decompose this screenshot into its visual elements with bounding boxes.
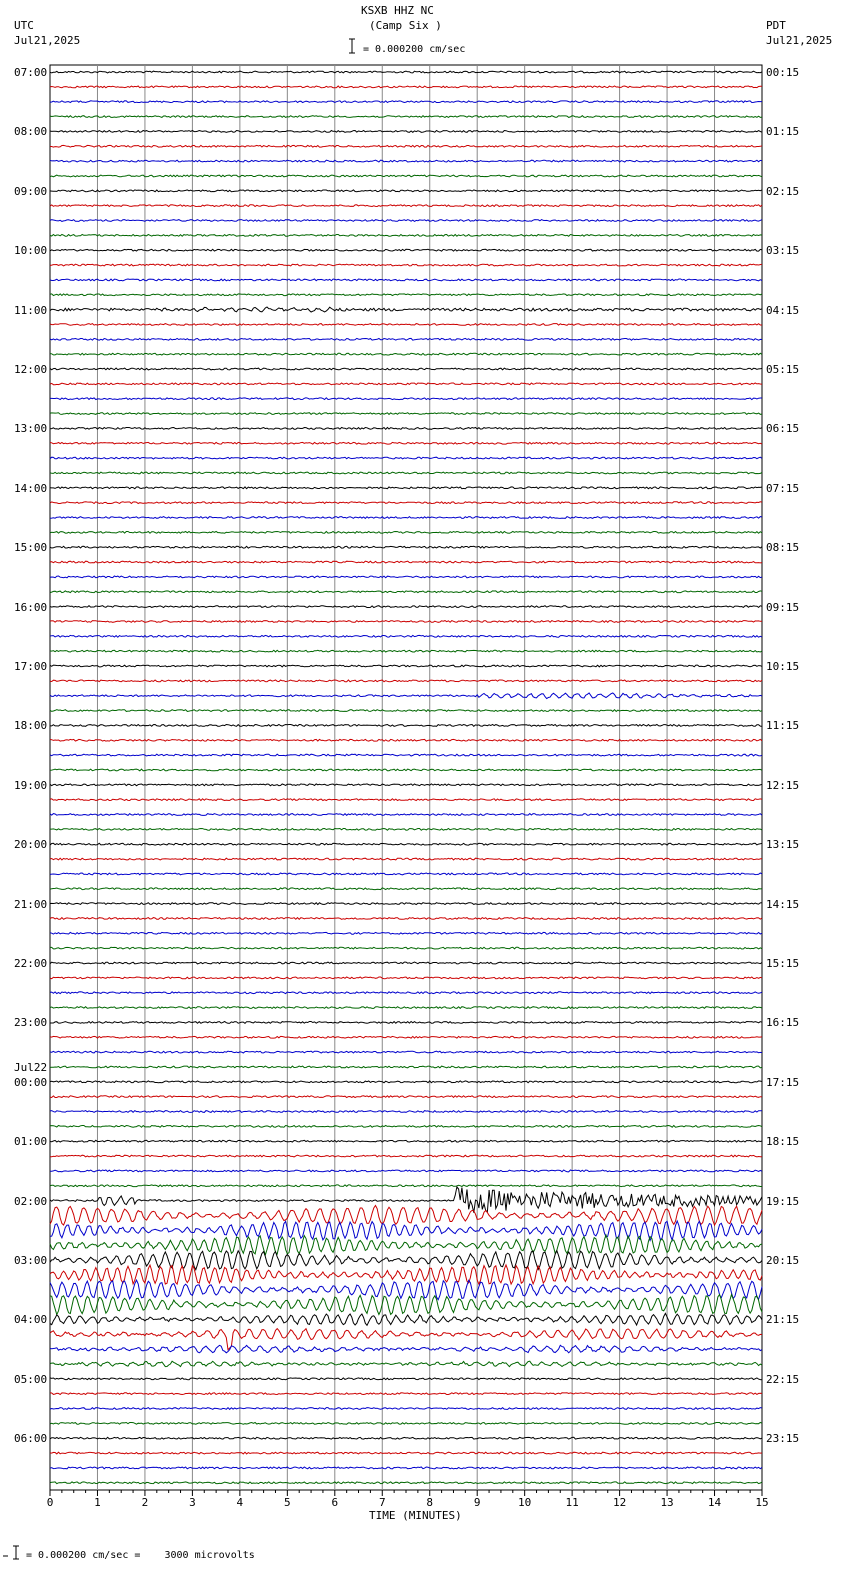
trace-line (50, 190, 762, 192)
trace-line (50, 1235, 762, 1255)
trace-line (50, 1221, 762, 1240)
utc-time-label: 15:00 (14, 541, 48, 555)
trace-line (50, 769, 762, 771)
x-tick-label: 15 (755, 1496, 769, 1509)
plot-frame (50, 65, 762, 1490)
trace-line (50, 1482, 762, 1484)
trace-line (50, 502, 762, 504)
station-title: KSXB HHZ NC (361, 4, 434, 17)
x-tick-label: 9 (473, 1496, 481, 1509)
trace-line (50, 101, 762, 103)
utc-time-label: 08:00 (14, 125, 48, 139)
utc-time-label: 11:00 (14, 303, 48, 317)
pdt-time-label: 03:15 (766, 244, 800, 258)
trace-line (50, 1467, 762, 1469)
trace-line (50, 843, 762, 845)
trace-line (50, 1393, 762, 1395)
trace-line (50, 1036, 762, 1038)
x-axis-label: TIME (MINUTES) (369, 1509, 462, 1522)
x-tick-label: 1 (94, 1496, 101, 1509)
trace-line (50, 383, 762, 385)
trace-line (50, 903, 762, 905)
utc-time-label: 02:00 (14, 1194, 48, 1208)
trace-line (50, 680, 762, 682)
trace-line (50, 635, 762, 637)
trace-line (50, 1265, 762, 1284)
trace-line (50, 606, 762, 608)
scale-bar-icon (349, 39, 355, 53)
x-tick-label: 2 (141, 1496, 149, 1509)
trace-line (50, 413, 762, 415)
trace-line (50, 160, 762, 162)
trace-line (50, 353, 762, 355)
trace-line (50, 814, 762, 816)
pdt-time-label: 14:15 (766, 897, 800, 911)
utc-time-label: 05:00 (14, 1372, 48, 1386)
trace-line (50, 86, 762, 88)
x-tick-label: 13 (660, 1496, 674, 1509)
pdt-time-label: 06:15 (766, 422, 800, 436)
trace-line (50, 1007, 762, 1009)
trace-line (50, 1295, 762, 1315)
trace-line (50, 546, 762, 548)
trace-line (50, 710, 762, 712)
trace-line (50, 1140, 762, 1142)
trace-line (50, 977, 762, 979)
utc-time-label: 13:00 (14, 422, 48, 436)
trace-line (50, 294, 762, 296)
x-tick-label: 4 (236, 1496, 244, 1509)
trace-line (50, 235, 762, 237)
trace-line (50, 457, 762, 459)
pdt-time-label: 11:15 (766, 719, 800, 733)
x-tick-label: 0 (46, 1496, 54, 1509)
trace-line (50, 1096, 762, 1098)
pdt-time-label: 12:15 (766, 778, 800, 792)
trace-line (50, 324, 762, 326)
pdt-label: PDT (766, 19, 786, 32)
trace-line (50, 1185, 762, 1187)
trace-line (50, 739, 762, 741)
trace-line (50, 1408, 762, 1410)
trace-line (50, 1437, 762, 1439)
trace-line (50, 249, 762, 251)
pdt-time-label: 23:15 (766, 1432, 800, 1446)
trace-line (50, 1187, 762, 1213)
pdt-time-label: 22:15 (766, 1372, 800, 1386)
x-tick-label: 8 (426, 1496, 434, 1509)
trace-line (50, 829, 762, 831)
utc-time-label: 01:00 (14, 1135, 48, 1149)
pdt-time-label: 13:15 (766, 838, 800, 852)
pdt-time-label: 05:15 (766, 363, 800, 376)
trace-line (50, 576, 762, 578)
trace-line (50, 693, 762, 699)
trace-line (50, 1170, 762, 1172)
x-tick-label: 6 (331, 1496, 339, 1509)
trace-line (50, 1155, 762, 1157)
trace-line (50, 932, 762, 934)
trace-line (50, 1361, 762, 1366)
trace-line (50, 1111, 762, 1113)
trace-line (50, 1313, 762, 1325)
trace-line (50, 264, 762, 266)
utc-time-label: 22:00 (14, 957, 48, 970)
trace-line (50, 368, 762, 370)
x-tick-label: 11 (565, 1496, 579, 1509)
site-name: (Camp Six ) (369, 19, 442, 32)
trace-line (50, 487, 762, 489)
utc-time-label: 14:00 (14, 481, 48, 495)
utc-time-label: 19:00 (14, 778, 48, 792)
footer-scale-bar-icon (3, 1546, 19, 1559)
x-tick-label: 3 (189, 1496, 196, 1509)
trace-line (50, 428, 762, 430)
pdt-time-label: 15:15 (766, 957, 800, 970)
trace-line (50, 1066, 762, 1068)
utc-time-label: 23:00 (14, 1016, 48, 1030)
utc-date: Jul21,2025 (14, 34, 81, 47)
pdt-time-label: 09:15 (766, 600, 800, 614)
trace-line (50, 307, 762, 312)
pdt-time-label: 17:15 (766, 1075, 800, 1089)
date-change-label: Jul22 (14, 1061, 48, 1074)
pdt-time-label: 21:15 (766, 1313, 800, 1327)
trace-line (50, 279, 762, 281)
utc-time-label: 06:00 (14, 1432, 48, 1446)
trace-line (50, 116, 762, 118)
utc-time-label: 09:00 (14, 184, 48, 198)
utc-time-label: 07:00 (14, 66, 48, 79)
utc-time-label: 21:00 (14, 897, 48, 911)
trace-line (50, 591, 762, 593)
utc-time-label: 10:00 (14, 244, 48, 258)
trace-line (50, 650, 762, 652)
x-tick-label: 10 (518, 1496, 532, 1509)
utc-time-label: 16:00 (14, 600, 48, 614)
pdt-time-label: 07:15 (766, 481, 800, 495)
utc-time-label: 20:00 (14, 838, 48, 852)
trace-line (50, 1378, 762, 1380)
trace-line (50, 205, 762, 207)
trace-line (50, 517, 762, 519)
trace-line (50, 532, 762, 534)
trace-line (50, 472, 762, 474)
trace-line (50, 131, 762, 133)
utc-time-label: 18:00 (14, 719, 48, 733)
trace-line (50, 175, 762, 177)
trace-line (50, 992, 762, 994)
trace-line (50, 1051, 762, 1053)
footer-scale-note: = 0.000200 cm/sec = 3000 microvolts (26, 1550, 255, 1561)
utc-time-label: 17:00 (14, 660, 48, 673)
trace-line (50, 561, 762, 563)
trace-line (50, 1280, 762, 1300)
trace-line (50, 784, 762, 786)
trace-line (50, 398, 762, 400)
trace-line (50, 962, 762, 964)
trace-line (50, 1251, 762, 1270)
trace-line (50, 145, 762, 147)
trace-line (50, 1345, 762, 1353)
scale-label: = 0.000200 cm/sec (363, 44, 466, 55)
pdt-time-label: 01:15 (766, 125, 800, 139)
utc-label: UTC (14, 19, 34, 32)
trace-line (50, 725, 762, 727)
trace-line (50, 1329, 762, 1350)
trace-line (50, 665, 762, 667)
x-tick-label: 7 (378, 1496, 386, 1509)
trace-line (50, 338, 762, 340)
pdt-time-label: 20:15 (766, 1254, 800, 1267)
x-tick-label: 12 (612, 1496, 627, 1509)
trace-line (50, 1126, 762, 1128)
trace-line (50, 918, 762, 920)
utc-time-label: 00:00 (14, 1075, 48, 1089)
trace-line (50, 1423, 762, 1425)
x-tick-label: 5 (284, 1496, 291, 1509)
trace-line (50, 1022, 762, 1024)
utc-time-label: 12:00 (14, 363, 48, 376)
pdt-time-label: 02:15 (766, 184, 800, 198)
trace-line (50, 873, 762, 875)
pdt-date: Jul21,2025 (766, 34, 833, 47)
trace-line (50, 888, 762, 890)
trace-line (50, 858, 762, 860)
trace-line (50, 621, 762, 623)
pdt-time-label: 08:15 (766, 541, 800, 555)
trace-line (50, 754, 762, 756)
pdt-time-label: 04:15 (766, 303, 800, 317)
pdt-time-label: 16:15 (766, 1016, 800, 1030)
trace-line (50, 71, 762, 73)
trace-line (50, 1081, 762, 1083)
trace-line (50, 442, 762, 444)
trace-line (50, 220, 762, 222)
pdt-time-label: 10:15 (766, 660, 800, 673)
trace-line (50, 1452, 762, 1454)
pdt-time-label: 18:15 (766, 1135, 800, 1149)
trace-line (50, 947, 762, 949)
pdt-time-label: 00:15 (766, 66, 800, 79)
pdt-time-label: 19:15 (766, 1194, 800, 1208)
utc-time-label: 03:00 (14, 1254, 48, 1267)
utc-time-label: 04:00 (14, 1313, 48, 1327)
trace-line (50, 799, 762, 801)
x-tick-label: 14 (707, 1496, 722, 1509)
